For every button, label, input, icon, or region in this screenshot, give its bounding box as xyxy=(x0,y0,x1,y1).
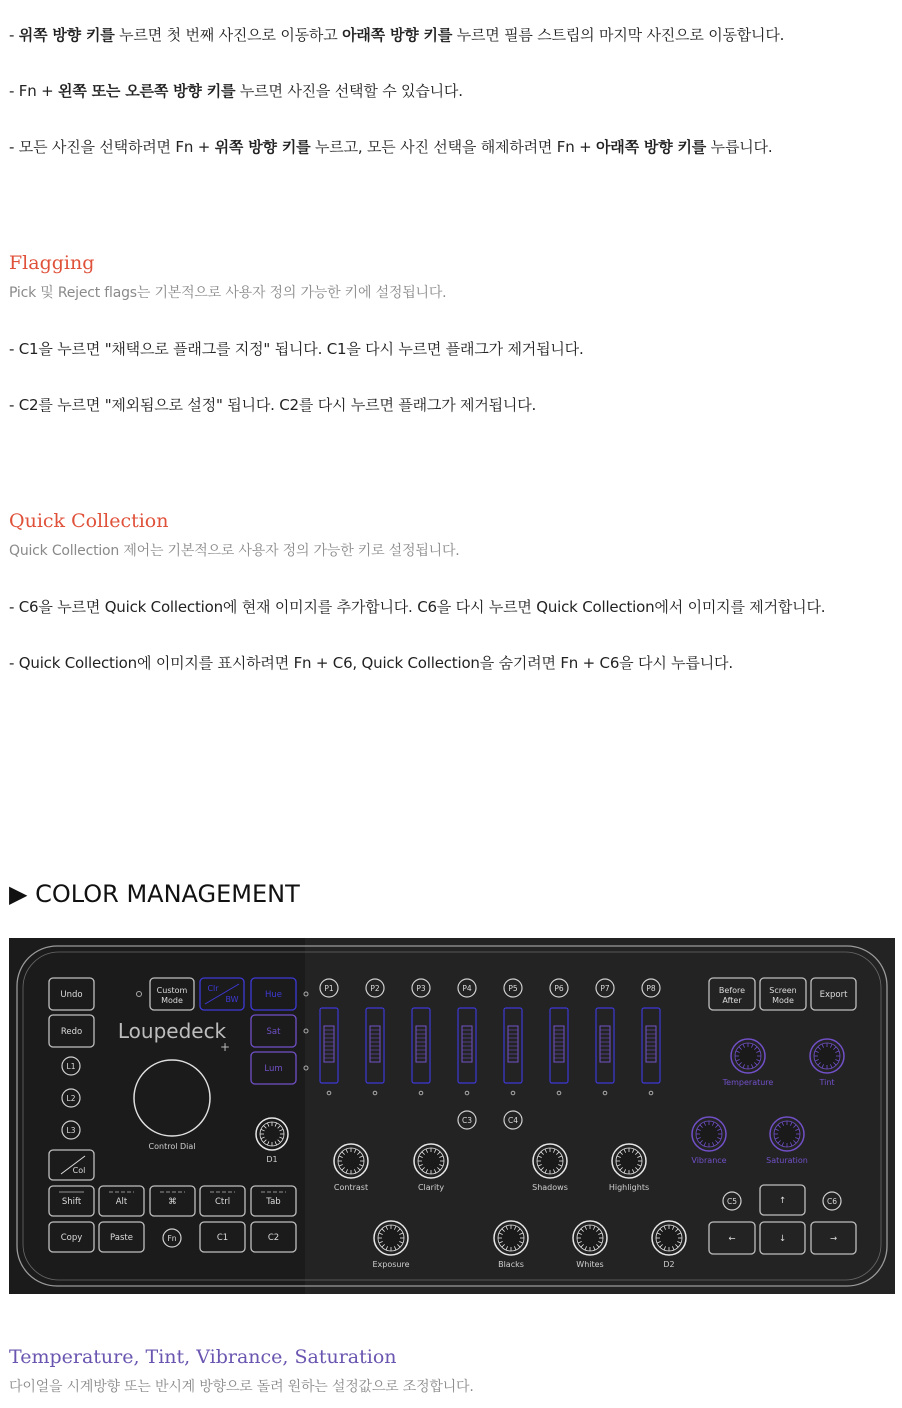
shortcut-line-1 xyxy=(9,25,784,45)
text-segment: 위쪽 방향 키를 xyxy=(214,138,311,156)
screen-mode-key-label: Screen xyxy=(769,986,797,995)
slider-dot xyxy=(327,1091,331,1095)
slider-dot xyxy=(419,1091,423,1095)
text-segment: 위쪽 방향 키를 xyxy=(18,26,115,44)
tint-dial-label: Tint xyxy=(819,1078,835,1087)
slider-track-8 xyxy=(642,1008,660,1083)
clr-label: Clr xyxy=(207,984,219,993)
c5-button-label: C5 xyxy=(726,1197,738,1206)
text-segment: 아래쪽 방향 키를 xyxy=(596,138,707,156)
modifier-key-0-label: Shift xyxy=(61,1197,82,1207)
slider-track-6 xyxy=(550,1008,568,1083)
lum-key-label: Lum xyxy=(264,1064,283,1074)
slider-handle-1 xyxy=(324,1026,334,1062)
slider-handle-3 xyxy=(416,1026,426,1062)
flagging-line-2: - C2를 누르면 "제외됨으로 설정" 됩니다. C2를 다시 누르면 플래그가 제거됩니다. xyxy=(9,396,537,414)
shortcut-line-2 xyxy=(9,81,463,101)
text-segment: 누르면 첫 번째 사진으로 이동하고 xyxy=(114,26,343,44)
whites-dial-label: Whites xyxy=(576,1260,604,1269)
modifier-key-2-label: ⌘ xyxy=(168,1197,177,1207)
d2-dial-label: D2 xyxy=(663,1260,675,1269)
quick-collection-subtitle: Quick Collection 제어는 기본적으로 사용자 정의 가능한 키로 설정됩니다. xyxy=(9,543,460,559)
blacks-dial-label: Blacks xyxy=(498,1260,524,1269)
slider-handle-5 xyxy=(508,1026,518,1062)
device-svg xyxy=(9,938,895,1294)
p-button-3-label: P3 xyxy=(416,984,426,993)
saturation-dial-label: Saturation xyxy=(766,1156,808,1165)
text-segment: - Fn + xyxy=(9,82,59,100)
p-button-5-label: P5 xyxy=(508,984,518,993)
loupedeck-device-image xyxy=(9,938,895,1294)
text-segment: 누르면 필름 스트립의 마지막 사진으로 이동합니다. xyxy=(452,26,785,44)
text-segment: 아래쪽 방향 키를 xyxy=(342,26,453,44)
custom-mode-key-label: Mode xyxy=(161,996,183,1005)
fn-button-label: Fn xyxy=(167,1234,177,1243)
text-segment: 왼쪽 또는 오른쪽 방향 키를 xyxy=(58,82,236,100)
color-management-title: ▶ COLOR MANAGEMENT xyxy=(9,880,300,908)
arrow-up-key-label: ↑ xyxy=(778,1196,787,1206)
modifier-key-3-label: Ctrl xyxy=(214,1197,231,1207)
shadows-dial-label: Shadows xyxy=(532,1183,568,1192)
c1-key-label: C1 xyxy=(216,1233,229,1243)
d1-dial-label: D1 xyxy=(266,1155,278,1164)
temperature-dial-label: Temperature xyxy=(722,1078,774,1087)
temperature-section-subtitle: 다이얼을 시계방향 또는 반시계 방향으로 돌려 원하는 설정값으로 조정합니다. xyxy=(9,1379,474,1395)
hsl-indicator-dot xyxy=(304,1066,308,1070)
copy-key-label: Copy xyxy=(60,1233,83,1243)
screen-mode-key-label: Mode xyxy=(772,996,794,1005)
highlights-dial-label: Highlights xyxy=(608,1183,650,1192)
c4-button-label: C4 xyxy=(507,1116,519,1125)
slider-track-4 xyxy=(458,1008,476,1083)
slider-handle-6 xyxy=(554,1026,564,1062)
quick-collection-line-2: - Quick Collection에 이미지를 표시하려면 Fn + C6, Quick Collection을 숨기려면 Fn + C6을 다시 누릅니다. xyxy=(9,654,733,672)
slider-track-7 xyxy=(596,1008,614,1083)
p-button-7-label: P7 xyxy=(600,984,610,993)
export-key-label: Export xyxy=(819,990,848,1000)
vibrance-dial-label: Vibrance xyxy=(691,1156,727,1165)
device-outline-inner xyxy=(23,952,881,1280)
undo-key-label: Undo xyxy=(60,990,83,1000)
slider-dot xyxy=(511,1091,515,1095)
l2-button-label: L2 xyxy=(66,1094,76,1103)
slider-handle-8 xyxy=(646,1026,656,1062)
slider-track-3 xyxy=(412,1008,430,1083)
brand-plus: + xyxy=(219,1040,231,1054)
control-dial xyxy=(134,1060,210,1136)
slider-handle-4 xyxy=(462,1026,472,1062)
device-outline xyxy=(17,946,887,1286)
c3-button-label: C3 xyxy=(461,1116,473,1125)
l3-button-label: L3 xyxy=(66,1126,76,1135)
slider-dot xyxy=(557,1091,561,1095)
p-button-6-label: P6 xyxy=(554,984,564,993)
flagging-line-1: - C1을 누르면 "채택으로 플래그를 지정" 됩니다. C1을 다시 누르면 플래그가 제거됩니다. xyxy=(9,340,584,358)
brand-logo: Loupedeck xyxy=(117,1019,227,1043)
clarity-dial-label: Clarity xyxy=(417,1183,445,1192)
slider-track-5 xyxy=(504,1008,522,1083)
col-key xyxy=(49,1150,94,1180)
c2-key-label: C2 xyxy=(267,1233,280,1243)
text-segment: 누르고, 모든 사진 선택을 해제하려면 Fn + xyxy=(310,138,597,156)
sat-key-label: Sat xyxy=(266,1027,281,1037)
slider-handle-2 xyxy=(370,1026,380,1062)
slider-dot xyxy=(649,1091,653,1095)
slider-track-1 xyxy=(320,1008,338,1083)
text-segment: - xyxy=(9,26,19,44)
modifier-key-4-label: Tab xyxy=(266,1197,281,1207)
before-after-key-label: After xyxy=(722,996,742,1005)
c6-button-label: C6 xyxy=(826,1197,838,1206)
arrow-right-key-label: → xyxy=(829,1234,838,1244)
quick-collection-title: Quick Collection xyxy=(9,510,169,532)
slider-track-2 xyxy=(366,1008,384,1083)
slider-dot xyxy=(373,1091,377,1095)
text-segment: 누르면 사진을 선택할 수 있습니다. xyxy=(235,82,463,100)
modifier-key-1-label: Alt xyxy=(115,1197,128,1207)
p-button-4-label: P4 xyxy=(462,984,472,993)
shortcut-line-3 xyxy=(9,137,772,157)
indicator-dot xyxy=(137,992,142,997)
exposure-dial-label: Exposure xyxy=(372,1260,410,1269)
arrow-left-key-label: ← xyxy=(728,1234,736,1244)
arrow-down-key-label: ↓ xyxy=(778,1234,787,1244)
hsl-indicator-dot xyxy=(304,992,308,996)
hsl-indicator-dot xyxy=(304,1029,308,1033)
control-dial-label: Control Dial xyxy=(148,1142,196,1151)
col-key-text: Col xyxy=(72,1166,86,1175)
flagging-title: Flagging xyxy=(9,252,95,274)
text-segment: - 모든 사진을 선택하려면 Fn + xyxy=(9,138,215,156)
before-after-key-label: Before xyxy=(718,986,746,995)
flagging-subtitle: Pick 및 Reject flags는 기본적으로 사용자 정의 가능한 키에 설정됩니다. xyxy=(9,285,447,301)
slider-dot xyxy=(603,1091,607,1095)
p-button-1-label: P1 xyxy=(324,984,334,993)
redo-key-label: Redo xyxy=(60,1027,83,1037)
p-button-2-label: P2 xyxy=(370,984,380,993)
l1-button-label: L1 xyxy=(66,1062,76,1071)
bw-label: BW xyxy=(225,995,239,1004)
p-button-8-label: P8 xyxy=(646,984,656,993)
slider-dot xyxy=(465,1091,469,1095)
slider-handle-7 xyxy=(600,1026,610,1062)
text-segment: 누릅니다. xyxy=(706,138,773,156)
custom-mode-key-label: Custom xyxy=(156,986,188,995)
quick-collection-line-1: - C6을 누르면 Quick Collection에 현재 이미지를 추가합니다. C6을 다시 누르면 Quick Collection에서 이미지를 제거합니다. xyxy=(9,598,826,616)
hue-key-label: Hue xyxy=(264,990,283,1000)
temperature-section-title: Temperature, Tint, Vibrance, Saturation xyxy=(9,1346,397,1368)
contrast-dial-label: Contrast xyxy=(333,1183,369,1192)
paste-key-label: Paste xyxy=(110,1233,133,1243)
